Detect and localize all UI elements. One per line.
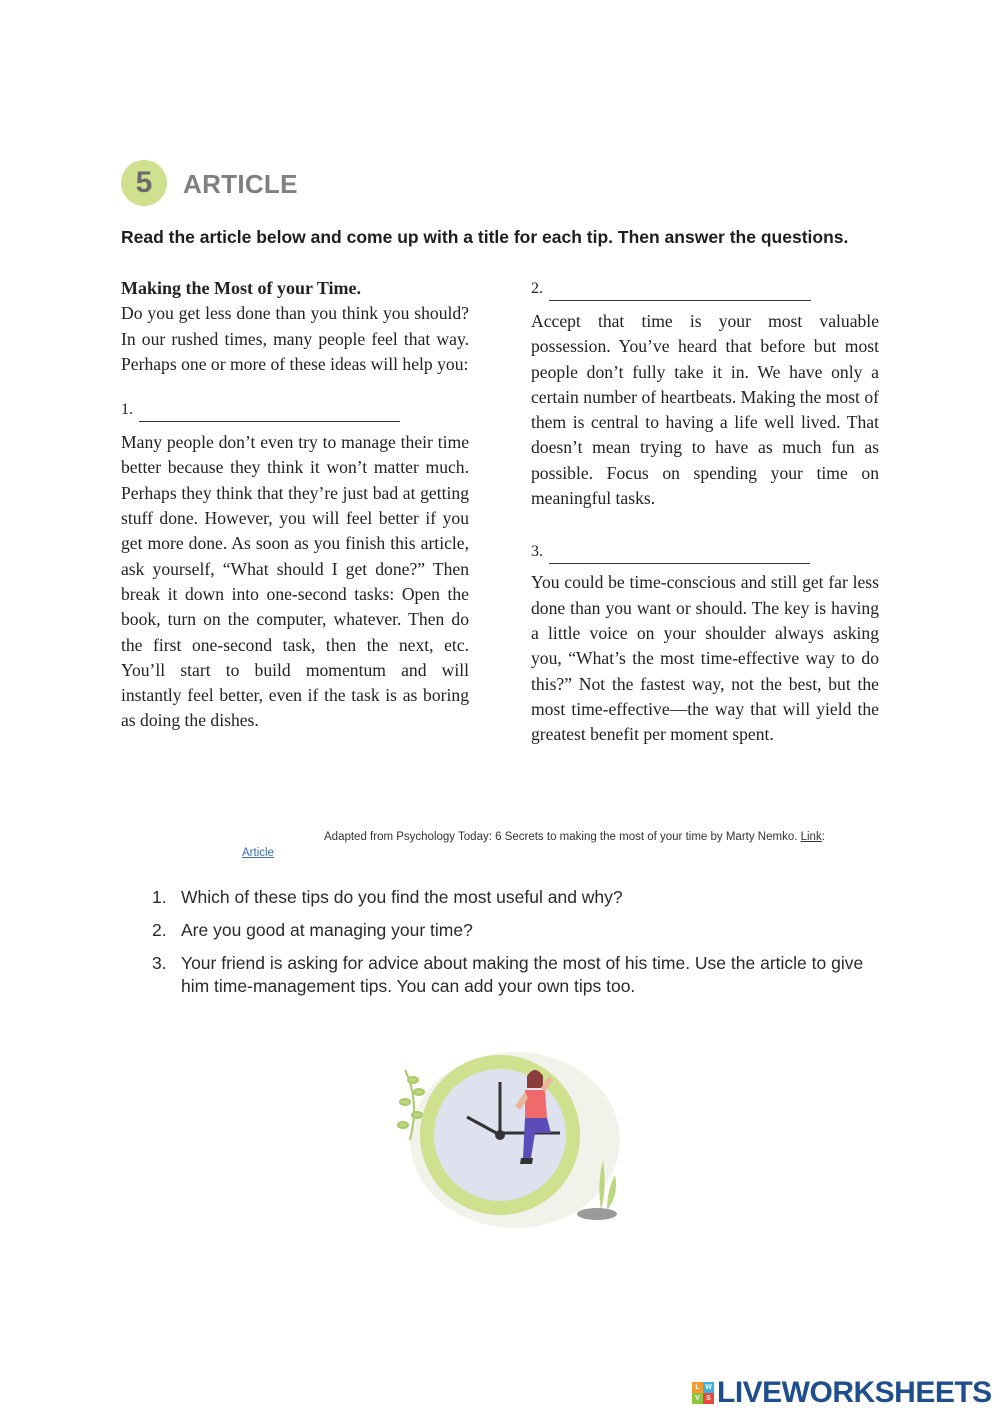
instruction-text: Read the article below and come up with a title for each tip. Then answer the questions.: [121, 227, 849, 247]
tip-2-title-field[interactable]: [531, 276, 879, 301]
article-link[interactable]: Article: [242, 847, 274, 859]
tip-3-blank[interactable]: [549, 549, 810, 564]
brand-mark-letter: V: [692, 1393, 703, 1404]
tip-2-blank[interactable]: [549, 286, 811, 301]
brand-name: LIVEWORKSHEETS: [717, 1376, 992, 1409]
tip-1-title-field[interactable]: [121, 397, 469, 422]
source-citation: [324, 831, 825, 843]
brand-mark-letter: W: [703, 1382, 714, 1393]
question-number: 3.: [152, 953, 167, 973]
questions-list: [152, 886, 892, 1008]
tip-2-number: 2.: [531, 279, 543, 297]
question-number: 1.: [152, 887, 167, 907]
brand-mark-letter: S: [703, 1393, 714, 1404]
tip-3-title-field[interactable]: [531, 539, 879, 564]
tip-1-blank[interactable]: [139, 407, 400, 422]
brand-mark-letter: L: [692, 1382, 703, 1393]
woman-on-clock-illustration: [375, 1040, 635, 1230]
brand-mark-icon: [692, 1382, 714, 1404]
tip-1-number: 1.: [121, 400, 133, 418]
tip-3-number: 3.: [531, 543, 543, 561]
section-title: ARTICLE: [183, 169, 298, 199]
question-number: 2.: [152, 920, 167, 940]
question-item: [152, 886, 892, 909]
tip-2-text: Accept that time is your most valuable possession. You’ve heard that before but most people don’t fully take it in. We have only a certain number of heartbeats. Making the most of them is central to having a life well lived. That doesn’t mean trying to have as much fun as possible. Focus on spending your time on meaningful tasks.: [531, 311, 879, 509]
section-number-badge: 5: [121, 160, 167, 206]
source-link-colon: :: [821, 831, 825, 843]
question-text: Which of these tips do you find the most useful and why?: [181, 887, 623, 907]
question-item: [152, 952, 892, 998]
tip-1-text: Many people don’t even try to manage their time better because they think it won’t matter much. Perhaps they think that they’re just bad at getting stuff done. However, you will feel better if you get more done. As soon as you finish this article, ask yourself, “What should I get done?” Then break it down into one-second tasks: Open the book, turn on the computer, whatever. Then do the first one-second task, then the next, etc. You’ll start to build momentum and will instantly feel better, even if the task is as boring as doing the dishes.: [121, 432, 469, 731]
question-text: Are you good at managing your time?: [181, 920, 473, 940]
question-item: [152, 919, 892, 942]
tip-3-text: You could be time-conscious and still get far less done than you want or should. The key is having a little voice on your shoulder always asking you, “What’s the most time-effective way to do this?” Not the fastest way, not the best, but the most time-effective—the way that will yield the greatest benefit per moment spent.: [531, 572, 879, 745]
source-text: Adapted from Psychology Today: 6 Secrets to making the most of your time by Marty Nemko.: [324, 831, 801, 843]
article-left-column: [121, 276, 469, 734]
clock-icon: [420, 1055, 580, 1215]
article-title: Making the Most of your Time.: [121, 278, 362, 298]
brand-logo: [692, 1376, 992, 1410]
article-intro: Do you get less done than you think you should? In our rushed times, many people feel that way. Perhaps one or more of these ideas will help you:: [121, 303, 469, 374]
question-text: Your friend is asking for advice about making the most of his time. Use the article to give him time-management tips. You can add your own tips too.: [181, 953, 864, 996]
article-right-column: [531, 276, 879, 747]
source-link[interactable]: Link: [800, 831, 822, 843]
